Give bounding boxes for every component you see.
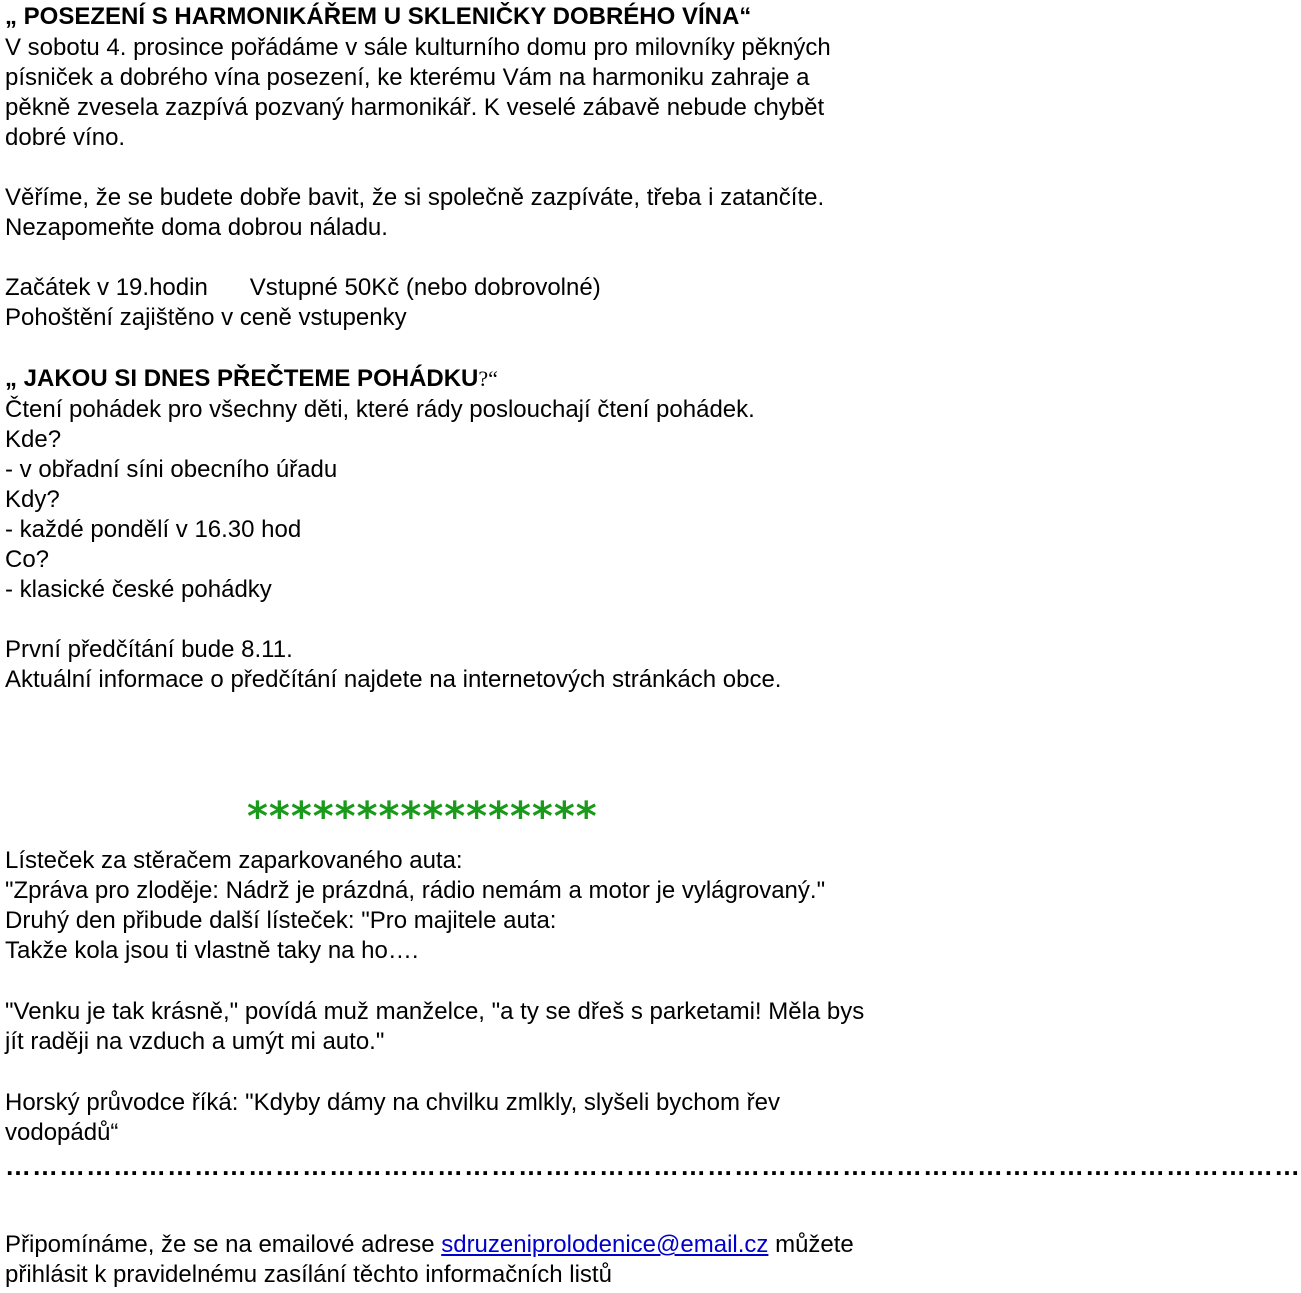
event2-title-text: „ JAKOU SI DNES PŘEČTEME POHÁDKU xyxy=(5,365,479,392)
event2-text-line: - každé pondělí v 16.30 hod xyxy=(5,516,302,543)
event1-text-line: V sobotu 4. prosince pořádáme v sále kulturního domu pro milovníky pěkných xyxy=(5,34,831,61)
event1-start: Začátek v 19.hodin xyxy=(5,274,208,301)
event2-text-line: Kdy? xyxy=(5,486,60,513)
event2-text-line: První předčítání bude 8.11. xyxy=(5,636,293,663)
footer-line-2: přihlásit k pravidelnému zasílání těchto informačních listů xyxy=(5,1261,612,1288)
event2-text-line: Co? xyxy=(5,546,50,573)
joke-line: Druhý den přibude další lísteček: "Pro majitele auta: xyxy=(5,907,557,934)
event2-text-line: Kde? xyxy=(5,426,62,453)
event2-text-line: - v obřadní síni obecního úřadu xyxy=(5,456,338,483)
event1-text-line: Věříme, že se budete dobře bavit, že si společně zazpíváte, třeba i zatančíte. xyxy=(5,184,825,211)
star-separator: **************** xyxy=(247,794,598,840)
event1-title: „ POSEZENÍ S HARMONIKÁŘEM U SKLENIČKY DOBRÉHO VÍNA“ xyxy=(5,3,752,30)
dotted-separator: ……………………………………………………………………………………………………………………………… xyxy=(5,1151,1301,1181)
joke-line: "Zpráva pro zloděje: Nádrž je prázdná, rádio nemám a motor je vylágrovaný." xyxy=(5,877,826,904)
footer-text-before: Připomínáme, že se na emailové adrese xyxy=(5,1231,442,1258)
event1-text-line: písniček a dobrého vína posezení, ke kterému Vám na harmoniku zahraje a xyxy=(5,64,810,91)
event1-entry: Vstupné 50Kč (nebo dobrovolné) xyxy=(249,274,601,301)
event2-text-line: Aktuální informace o předčítání najdete na internetových stránkách obce. xyxy=(5,666,782,693)
event1-refreshment: Pohoštění zajištěno v ceně vstupenky xyxy=(5,304,407,331)
footer-line xyxy=(5,1230,854,1260)
joke-line: Horský průvodce říká: "Kdyby dámy na chvilku zmlkly, slyšeli bychom řev xyxy=(5,1089,780,1116)
event1-details xyxy=(5,273,601,303)
event2-text-line: Čtení pohádek pro všechny děti, které rády poslouchají čtení pohádek. xyxy=(5,396,755,423)
event1-text-line: Nezapomeňte doma dobrou náladu. xyxy=(5,214,388,241)
joke-line: jít raději na vzduch a umýt mi auto." xyxy=(5,1028,385,1055)
joke-line: "Venku je tak krásně," povídá muž manželce, "a ty se dřeš s parketami! Měla bys xyxy=(5,998,865,1025)
event2-title xyxy=(5,364,498,394)
event1-text-line: dobré víno. xyxy=(5,124,126,151)
joke-line: Takže kola jsou ti vlastně taky na ho…. xyxy=(5,937,419,964)
event1-text-line: pěkně zvesela zazpívá pozvaný harmonikář. K veselé zábavě nebude chybět xyxy=(5,94,825,121)
joke-line: vodopádů“ xyxy=(5,1119,119,1146)
footer-text-after: můžete xyxy=(768,1231,854,1258)
event2-text-line: - klasické české pohádky xyxy=(5,576,272,603)
joke-line: Lísteček za stěračem zaparkovaného auta: xyxy=(5,847,463,874)
email-link[interactable]: sdruzeniprolodenice@email.cz xyxy=(441,1231,769,1258)
event2-title-end: ?“ xyxy=(478,366,498,391)
